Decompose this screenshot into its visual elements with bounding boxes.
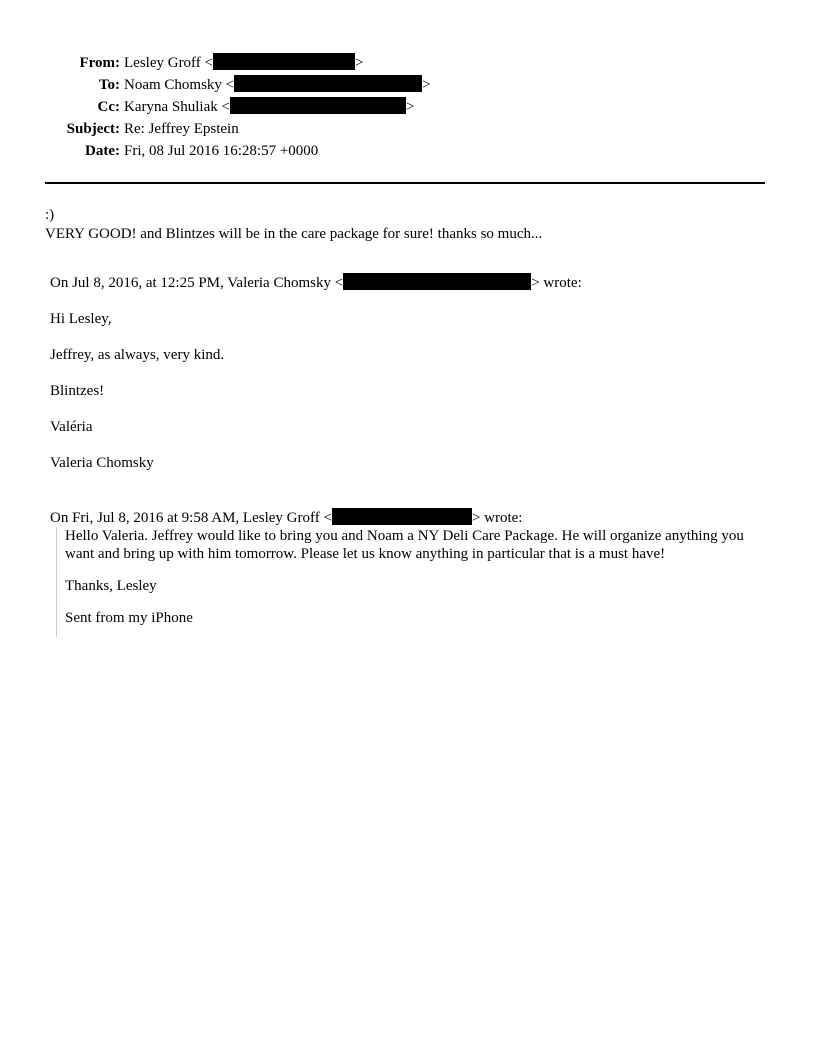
quote-line: Valeria Chomsky: [50, 455, 154, 471]
from-name: Lesley Groff: [124, 55, 201, 71]
subject-value: Re: Jeffrey Epstein: [124, 121, 239, 137]
quoted-message-lesley: [56, 527, 775, 637]
redacted-email: [234, 75, 422, 92]
quote-line: Valéria: [50, 419, 93, 435]
to-value: Noam Chomsky < >: [124, 77, 431, 93]
redacted-email: [230, 97, 406, 114]
redacted-email: [332, 508, 472, 525]
quote-attribution: On Fri, Jul 8, 2016 at 9:58 AM, Lesley Groff < > wrote:: [50, 510, 523, 526]
from-value: Lesley Groff < >: [124, 55, 364, 71]
quoted-message-valeria: [50, 272, 780, 488]
cc-label: Cc:: [97, 99, 120, 115]
subject-label: Subject:: [66, 121, 120, 137]
quote-footer: Sent from my iPhone: [65, 610, 193, 626]
reply-line: VERY GOOD! and Blintzes will be in the care package for sure! thanks so much...: [45, 226, 543, 242]
quote-line: Blintzes!: [50, 383, 105, 399]
redacted-email: [343, 273, 531, 290]
quote-attribution: On Jul 8, 2016, at 12:25 PM, Valeria Chomsky < > wrote:: [50, 275, 582, 291]
quote-signoff: Thanks, Lesley: [65, 578, 157, 594]
from-row: [0, 52, 431, 74]
attribution-wrote: wrote:: [484, 510, 523, 526]
subject-row: [0, 118, 431, 140]
redacted-email: [213, 53, 355, 70]
from-label: From:: [79, 55, 120, 71]
cc-row: [0, 96, 431, 118]
quote-line: Hi Lesley,: [50, 311, 112, 327]
date-row: [0, 140, 431, 162]
attribution-text: On Fri, Jul 8, 2016 at 9:58 AM, Lesley Groff: [50, 510, 320, 526]
attribution-wrote: wrote:: [543, 275, 582, 291]
date-value: Fri, 08 Jul 2016 16:28:57 +0000: [124, 143, 319, 159]
cc-name: Karyna Shuliak: [124, 99, 218, 115]
cc-value: Karyna Shuliak < >: [124, 99, 415, 115]
reply-line: :): [45, 207, 55, 223]
quote-body: Hello Valeria. Jeffrey would like to bring you and Noam a NY Deli Care Package. He will organize anything you want and bring up with him tomorrow. Please let us know anything in particular that is a must have!: [65, 528, 744, 562]
header-divider: [45, 182, 765, 184]
quote-line: Jeffrey, as always, very kind.: [50, 347, 225, 363]
email-headers: [0, 52, 431, 162]
attribution-text: On Jul 8, 2016, at 12:25 PM, Valeria Chomsky: [50, 275, 331, 291]
to-name: Noam Chomsky: [124, 77, 222, 93]
reply-body: [45, 204, 775, 242]
to-row: [0, 74, 431, 96]
date-label: Date:: [85, 143, 120, 159]
to-label: To:: [98, 77, 120, 93]
